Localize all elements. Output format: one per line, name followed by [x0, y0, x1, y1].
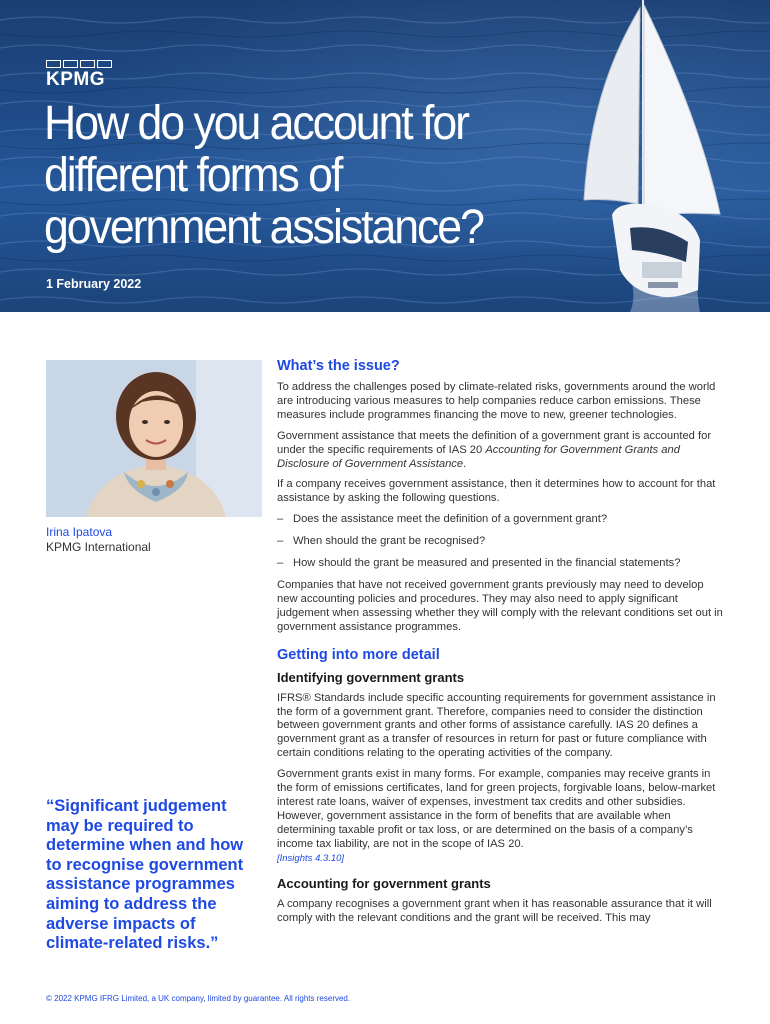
author-name: Irina Ipatova — [46, 525, 113, 539]
detail-paragraph-1: IFRS® Standards include specific accounting requirements for government assistance in the form of a government grant. Therefore, companies need to consider the distinction between government grants and other forms of assistance carefully. IAS 20 defines a government grant as a transfer of resources in return for past or future compliance with certain conditions relating to the operating activities of the company. — [277, 691, 716, 760]
issue-heading: What’s the issue? — [277, 358, 400, 374]
sailboat-image — [560, 0, 770, 312]
accounting-grants-heading: Accounting for government grants — [277, 876, 491, 892]
issue-paragraph-3: If a company receives government assistance, then it determines how to account for that assistance by asking the following questions. — [277, 478, 716, 505]
list-item: – How should the grant be measured and presented in the financial statements? — [277, 557, 681, 570]
page-title: How do you account for different forms of government assistance? — [44, 97, 483, 254]
main-content — [277, 357, 725, 933]
publication-date: 1 February 2022 — [46, 277, 142, 291]
insights-reference: [Insights 4.3.10] — [277, 852, 345, 864]
list-item: – Does the assistance meet the definition of a government grant? — [277, 513, 608, 526]
author-organisation: KPMG International — [46, 540, 151, 554]
copyright-footer: © 2022 KPMG IFRG Limited, a UK company, limited by guarantee. All rights reserved. — [46, 994, 351, 1003]
detail-paragraph-2: Government grants exist in many forms. For example, companies may receive grants in the form of emissions certificates, land for green projects, forgivable loans, below-market interest rate loans, waiver of expenses, investment tax credits and other subsidies. However, government assistance in the form of benefits that are available when determining taxable profit or tax loss, or are determined on the basis of a company’s income tax liability, are not in the scope of IAS 20. [Insights 4.3.10] — [277, 768, 716, 864]
logo-text: KPMG — [46, 69, 105, 90]
identifying-grants-heading: Identifying government grants — [277, 669, 465, 685]
list-item: – When should the grant be recognised? — [277, 535, 486, 548]
kpmg-logo — [46, 60, 112, 89]
pull-quote: “Significant judgement may be required to determine when and how to recognise government assistance programmes aiming to address the adverse impacts of climate-related risks.” — [46, 797, 244, 953]
standard-title: Accounting for Government Grants and Disclosure of Government Assistance — [277, 443, 680, 470]
logo-boxes — [46, 60, 112, 68]
author-portrait — [46, 360, 262, 517]
issue-paragraph-4: Companies that have not received government grants previously may need to develop new accounting policies and procedures. They may also need to apply significant judgement when assessing whether they will comply with the relevant conditions set out in government assistance programmes. — [277, 578, 723, 633]
issue-paragraph-1: To address the challenges posed by climate-related risks, governments around the world are introducing various measures to help companies reduce carbon emissions. These measures include programmes financing the move to new, greener technologies. — [277, 381, 716, 421]
author-photo-illustration — [46, 360, 262, 517]
detail-paragraph-3: A company recognises a government grant when it has reasonable assurance that it will comply with the relevant conditions and the grant will be received. This may — [277, 898, 712, 925]
hero-banner — [0, 0, 770, 312]
issue-paragraph-2: Government assistance that meets the definition of a government grant is accounted for under the specific requirements of IAS 20 Accounting for Government Grants and Disclosure of Government Assistance. — [277, 429, 712, 470]
detail-heading: Getting into more detail — [277, 646, 440, 663]
